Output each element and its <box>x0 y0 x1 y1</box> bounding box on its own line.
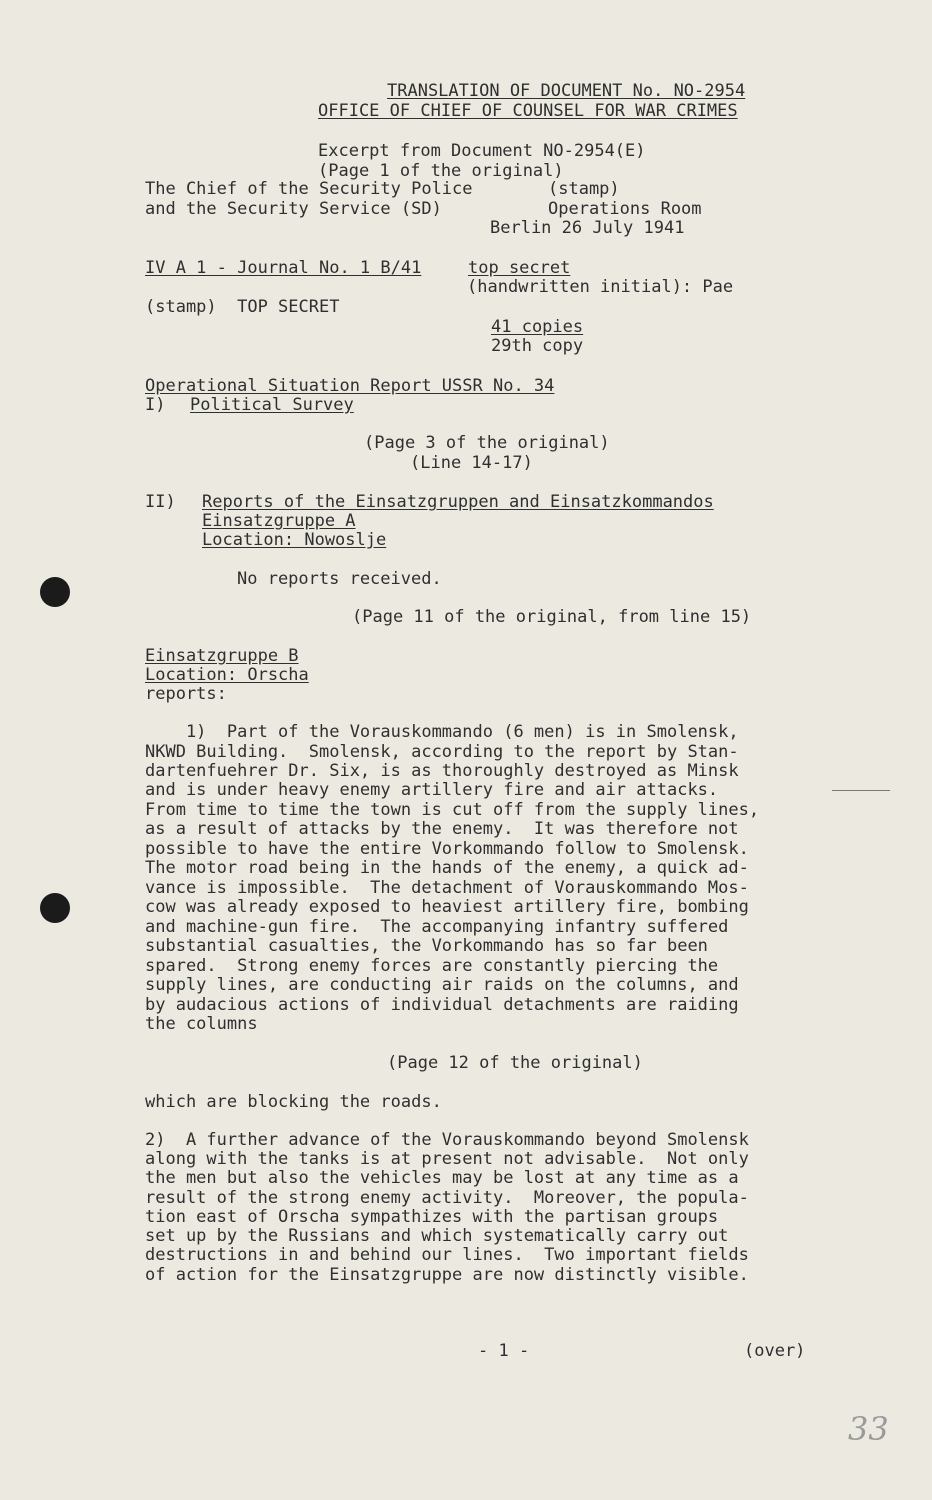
paragraph-line: and machine-gun fire. The accompanying infantry suffered <box>145 917 729 937</box>
paragraph-line: destructions in and behind our lines. Two important fields <box>145 1245 749 1265</box>
copies-count: 41 copies <box>491 317 584 337</box>
section-1-number: I) <box>145 395 166 415</box>
page-11-ref: (Page 11 of the original, from line 15) <box>352 607 752 627</box>
paragraph-line: tion east of Orscha sympathizes with the partisan groups <box>145 1207 719 1227</box>
page-number: - 1 - <box>478 1341 530 1361</box>
location-b: Location: Orscha <box>145 665 309 685</box>
section-1-title: Political Survey <box>190 395 354 415</box>
einsatzgruppe-a: Einsatzgruppe A <box>202 511 356 531</box>
no-reports: No reports received. <box>237 569 442 589</box>
location-a: Location: Nowoslje <box>202 530 387 550</box>
paragraph-line: dartenfuehrer Dr. Six, is as thoroughly destroyed as Minsk <box>145 761 739 781</box>
sender-line-2: and the Security Service (SD) <box>145 199 442 219</box>
copy-number: 29th copy <box>491 336 584 356</box>
operations-room: Operations Room <box>548 199 702 219</box>
report-title: Operational Situation Report USSR No. 34 <box>145 376 555 396</box>
paragraph-line: The motor road being in the hands of the enemy, a quick ad- <box>145 858 749 878</box>
paragraph-line: spared. Strong enemy forces are constantly piercing the <box>145 956 719 976</box>
paragraph-line: supply lines, are conducting air raids on the columns, and <box>145 975 739 995</box>
excerpt-page-ref: (Page 1 of the original) <box>318 161 564 181</box>
translation-title: TRANSLATION OF DOCUMENT No. NO-2954 <box>387 81 746 101</box>
punch-hole-top <box>40 577 70 607</box>
paragraph-line: cow was already exposed to heaviest artillery fire, bombing <box>145 897 749 917</box>
office-title: OFFICE OF CHIEF OF COUNSEL FOR WAR CRIMES <box>318 101 738 121</box>
paragraph-line: 2) A further advance of the Vorauskommando beyond Smolensk <box>145 1130 749 1150</box>
paragraph-line: as a result of attacks by the enemy. It was therefore not <box>145 819 739 839</box>
paragraph-1-continued: which are blocking the roads. <box>145 1092 442 1112</box>
paragraph-line: the columns <box>145 1014 258 1034</box>
classification: top secret <box>468 258 571 278</box>
paragraph-line: NKWD Building. Smolensk, according to the report by Stan- <box>145 742 739 762</box>
paragraph-line: by audacious actions of individual detachments are raiding <box>145 995 739 1015</box>
section-2-title: Reports of the Einsatzgruppen and Einsatzkommandos <box>202 492 714 512</box>
paragraph-line: set up by the Russians and which systematically carry out <box>145 1226 729 1246</box>
over-note: (over) <box>744 1341 806 1361</box>
einsatzgruppe-b: Einsatzgruppe B <box>145 646 299 666</box>
punch-hole-bottom <box>40 893 70 923</box>
paragraph-line: 1) Part of the Vorauskommando (6 men) is in Smolensk, <box>145 722 739 742</box>
reports-label: reports: <box>145 684 227 704</box>
section-2-number: II) <box>145 492 176 512</box>
paragraph-line: of action for the Einsatzgruppe are now distinctly visible. <box>145 1265 749 1285</box>
page-3-ref: (Page 3 of the original) <box>364 433 610 453</box>
paragraph-line: possible to have the entire Vorkommando follow to Smolensk. <box>145 839 749 859</box>
margin-mark <box>832 790 890 791</box>
date-line: Berlin 26 July 1941 <box>490 218 685 238</box>
page-12-ref: (Page 12 of the original) <box>387 1053 643 1073</box>
excerpt-line: Excerpt from Document NO-2954(E) <box>318 141 646 161</box>
line-ref: (Line 14-17) <box>410 453 533 473</box>
stamp-note: (stamp) <box>548 179 620 199</box>
journal-number: IV A 1 - Journal No. 1 B/41 <box>145 258 422 278</box>
paragraph-line: along with the tanks is at present not advisable. Not only <box>145 1149 749 1169</box>
handwritten-page-number: 33 <box>848 1410 889 1448</box>
handwritten-initial: (handwritten initial): Pae <box>467 277 734 297</box>
paragraph-line: and is under heavy enemy artillery fire and air attacks. <box>145 780 719 800</box>
top-secret-stamp: (stamp) TOP SECRET <box>145 297 340 317</box>
paragraph-line: From time to time the town is cut off from the supply lines, <box>145 800 760 820</box>
paragraph-line: the men but also the vehicles may be lost at any time as a <box>145 1168 739 1188</box>
sender-line-1: The Chief of the Security Police <box>145 179 473 199</box>
paragraph-line: result of the strong enemy activity. Moreover, the popula- <box>145 1188 749 1208</box>
paragraph-line: substantial casualties, the Vorkommando has so far been <box>145 936 708 956</box>
paragraph-line: vance is impossible. The detachment of Vorauskommando Mos- <box>145 878 749 898</box>
